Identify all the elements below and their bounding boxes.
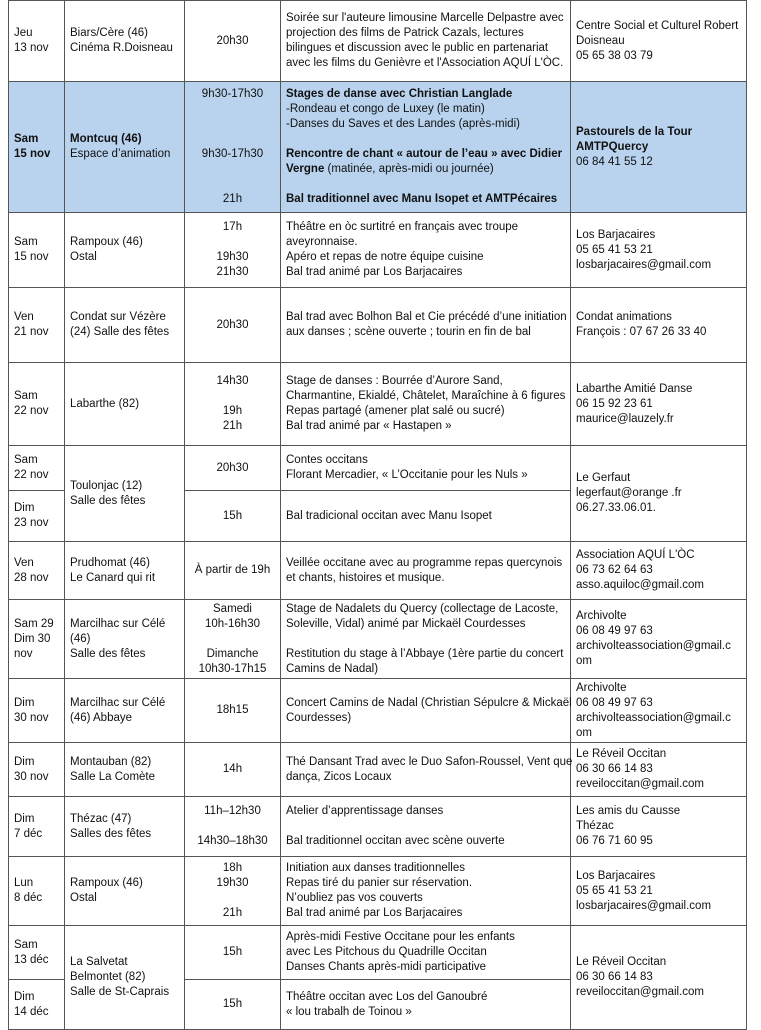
description-cell: Concert Camins de Nadal (Christian Sépulcre & Mickaël Courdesses): [281, 679, 571, 743]
contact-cell: Centre Social et Culturel Robert Doisneau 05 65 38 03 79: [571, 1, 747, 82]
place-cell: Montauban (82) Salle La Comète: [65, 743, 185, 797]
table-row: [9, 743, 747, 797]
time-cell: 18h 19h30 21h: [185, 857, 281, 926]
table-row: [9, 679, 747, 743]
contact-cell: Association AQUÍ L'ÒC 06 73 62 64 63 asso.aquiloc@gmail.com: [571, 542, 747, 600]
place-cell: Rampoux (46) Ostal: [65, 213, 185, 288]
table-row: [9, 213, 747, 288]
contact-cell: Archivolte 06 08 49 97 63 archivolteassociation@gmail.c om: [571, 600, 747, 679]
table-row-highlighted: [9, 82, 747, 213]
table-row: [9, 288, 747, 363]
time-cell: 15h: [185, 491, 281, 542]
table-row: [9, 446, 747, 491]
description-cell: Stages de danse avec Christian Langlade -Rondeau et congo de Luxey (le matin) -Danses du Saves et des Landes (après-midi) Rencontre de chant « autour de l’eau » avec Didier Vergne (matinée, après-midi ou journée) Bal traditionnel avec Manu Isopet et AMTPécaires: [281, 82, 571, 213]
description-cell: Initiation aux danses traditionnelles Repas tiré du panier sur réservation. N’oubliez pas vos couverts Bal trad animé par Los Barjacaires: [281, 857, 571, 926]
description-line-rest: (matinée, après-midi ou journée): [324, 163, 494, 175]
description-cell: Théâtre en òc surtitré en français avec troupe aveyronnaise. Apéro et repas de notre équipe cuisine Bal trad animé par Los Barjacaires: [281, 213, 571, 288]
place-cell: Thézac (47) Salles des fêtes: [65, 797, 185, 857]
table-row: [9, 542, 747, 600]
contact-cell: Le Réveil Occitan 06 30 66 14 83 reveiloccitan@gmail.com: [571, 743, 747, 797]
table-row: [9, 797, 747, 857]
place-cell: Prudhomat (46) Le Canard qui rit: [65, 542, 185, 600]
description-cell: Thé Dansant Trad avec le Duo Safon-Roussel, Vent que dança, Zicos Locaux: [281, 743, 571, 797]
description-cell: Après-midi Festive Occitane pour les enfants avec Les Pitchous du Quadrille Occitan Danses Chants après-midi participative: [281, 926, 571, 980]
place-cell: Toulonjac (12) Salle des fêtes: [65, 446, 185, 542]
description-cell: Atelier d’apprentissage danses Bal traditionnel occitan avec scène ouverte: [281, 797, 571, 857]
table-row: [9, 926, 747, 980]
date-cell: Sam 15 nov: [9, 82, 65, 213]
description-cell: Stage de danses : Bourrée d’Aurore Sand, Charmantine, Ekialdé, Châtelet, Maraîchine à 6 figures Repas partagé (amener plat salé ou sucré) Bal trad animé par « Hastapen »: [281, 363, 571, 446]
time-cell: 11h–12h30 14h30–18h30: [185, 797, 281, 857]
contact-cell: Condat animations François : 07 67 26 33 40: [571, 288, 747, 363]
contact-cell: Les amis du Causse Thézac 06 76 71 60 95: [571, 797, 747, 857]
place-cell: Condat sur Vézère (24) Salle des fêtes: [65, 288, 185, 363]
time-cell: Samedi 10h-16h30 Dimanche 10h30-17h15: [185, 600, 281, 679]
time-cell: 14h30 19h 21h: [185, 363, 281, 446]
time-cell: 18h15: [185, 679, 281, 743]
description-line-bold: Vergne: [286, 163, 325, 175]
time-cell: 20h30: [185, 446, 281, 491]
date-cell: Lun 8 déc: [9, 857, 65, 926]
table-row: [9, 1, 747, 82]
place-cell: Montcuq (46) Espace d’animation: [65, 82, 185, 213]
place-cell: Rampoux (46) Ostal: [65, 857, 185, 926]
contact-cell: Los Barjacaires 05 65 41 53 21 losbarjacaires@gmail.com: [571, 213, 747, 288]
date-cell: Sam 22 nov: [9, 446, 65, 491]
description-cell: Stage de Nadalets du Quercy (collectage de Lacoste, Soleville, Vidal) animé par Mickaël Courdesses Restitution du stage à l’Abbaye (1ère partie du concert Camins de Nadal): [281, 600, 571, 679]
table-row: [9, 857, 747, 926]
time-cell: 9h30-17h30 9h30-17h30 21h: [185, 82, 281, 213]
date-cell: Dim 7 déc: [9, 797, 65, 857]
date-cell: Jeu 13 nov: [9, 1, 65, 82]
date-cell: Ven 28 nov: [9, 542, 65, 600]
contact-cell: Los Barjacaires 05 65 41 53 21 losbarjacaires@gmail.com: [571, 857, 747, 926]
place-cell: Marcilhac sur Célé (46) Abbaye: [65, 679, 185, 743]
description-cell: Soirée sur l'auteure limousine Marcelle Delpastre avec projection des films de Patrick Cazals, lectures bilingues et discussion avec le public en partenariat avec les films du Genièvre et l'Association AQUÍ L'ÒC.: [281, 1, 571, 82]
time-cell: 14h: [185, 743, 281, 797]
agenda-table: [8, 0, 747, 1030]
date-cell: Sam 13 déc: [9, 926, 65, 980]
place-cell: Labarthe (82): [65, 363, 185, 446]
date-cell: Dim 23 nov: [9, 491, 65, 542]
table-row: [9, 363, 747, 446]
contact-cell: Le Réveil Occitan 06 30 66 14 83 reveiloccitan@gmail.com: [571, 926, 747, 1030]
table-row: [9, 600, 747, 679]
time-cell: 20h30: [185, 1, 281, 82]
date-cell: Dim 30 nov: [9, 679, 65, 743]
place-cell: La Salvetat Belmontet (82) Salle de St-Caprais: [65, 926, 185, 1030]
place-cell: Marcilhac sur Célé (46) Salle des fêtes: [65, 600, 185, 679]
contact-cell: Archivolte 06 08 49 97 63 archivolteassociation@gmail.c om: [571, 679, 747, 743]
time-cell: À partir de 19h: [185, 542, 281, 600]
date-cell: Sam 22 nov: [9, 363, 65, 446]
date-cell: Dim 30 nov: [9, 743, 65, 797]
place-cell: Biars/Cère (46) Cinéma R.Doisneau: [65, 1, 185, 82]
time-cell: 17h 19h30 21h30: [185, 213, 281, 288]
contact-cell: Pastourels de la Tour AMTPQuercy 06 84 41 55 12: [571, 82, 747, 213]
date-cell: Ven 21 nov: [9, 288, 65, 363]
description-cell: Bal trad avec Bolhon Bal et Cie précédé d’une initiation aux danses ; scène ouverte ; tourin en fin de bal: [281, 288, 571, 363]
description-cell: Contes occitans Florant Mercadier, « L’Occitanie pour les Nuls »: [281, 446, 571, 491]
date-cell: Sam 15 nov: [9, 213, 65, 288]
contact-cell: Labarthe Amitié Danse 06 15 92 23 61 maurice@lauzely.fr: [571, 363, 747, 446]
contact-cell: Le Gerfaut legerfaut@orange .fr 06.27.33.06.01.: [571, 446, 747, 542]
description-cell: Veillée occitane avec au programme repas quercynois et chants, histoires et musique.: [281, 542, 571, 600]
time-cell: 15h: [185, 980, 281, 1030]
date-cell: Dim 14 déc: [9, 980, 65, 1030]
time-cell: 15h: [185, 926, 281, 980]
description-cell: Bal tradicional occitan avec Manu Isopet: [281, 491, 571, 542]
date-cell: Sam 29 Dim 30 nov: [9, 600, 65, 679]
description-cell: Théâtre occitan avec Los del Ganoubré « lou trabalh de Toinou »: [281, 980, 571, 1030]
time-cell: 20h30: [185, 288, 281, 363]
